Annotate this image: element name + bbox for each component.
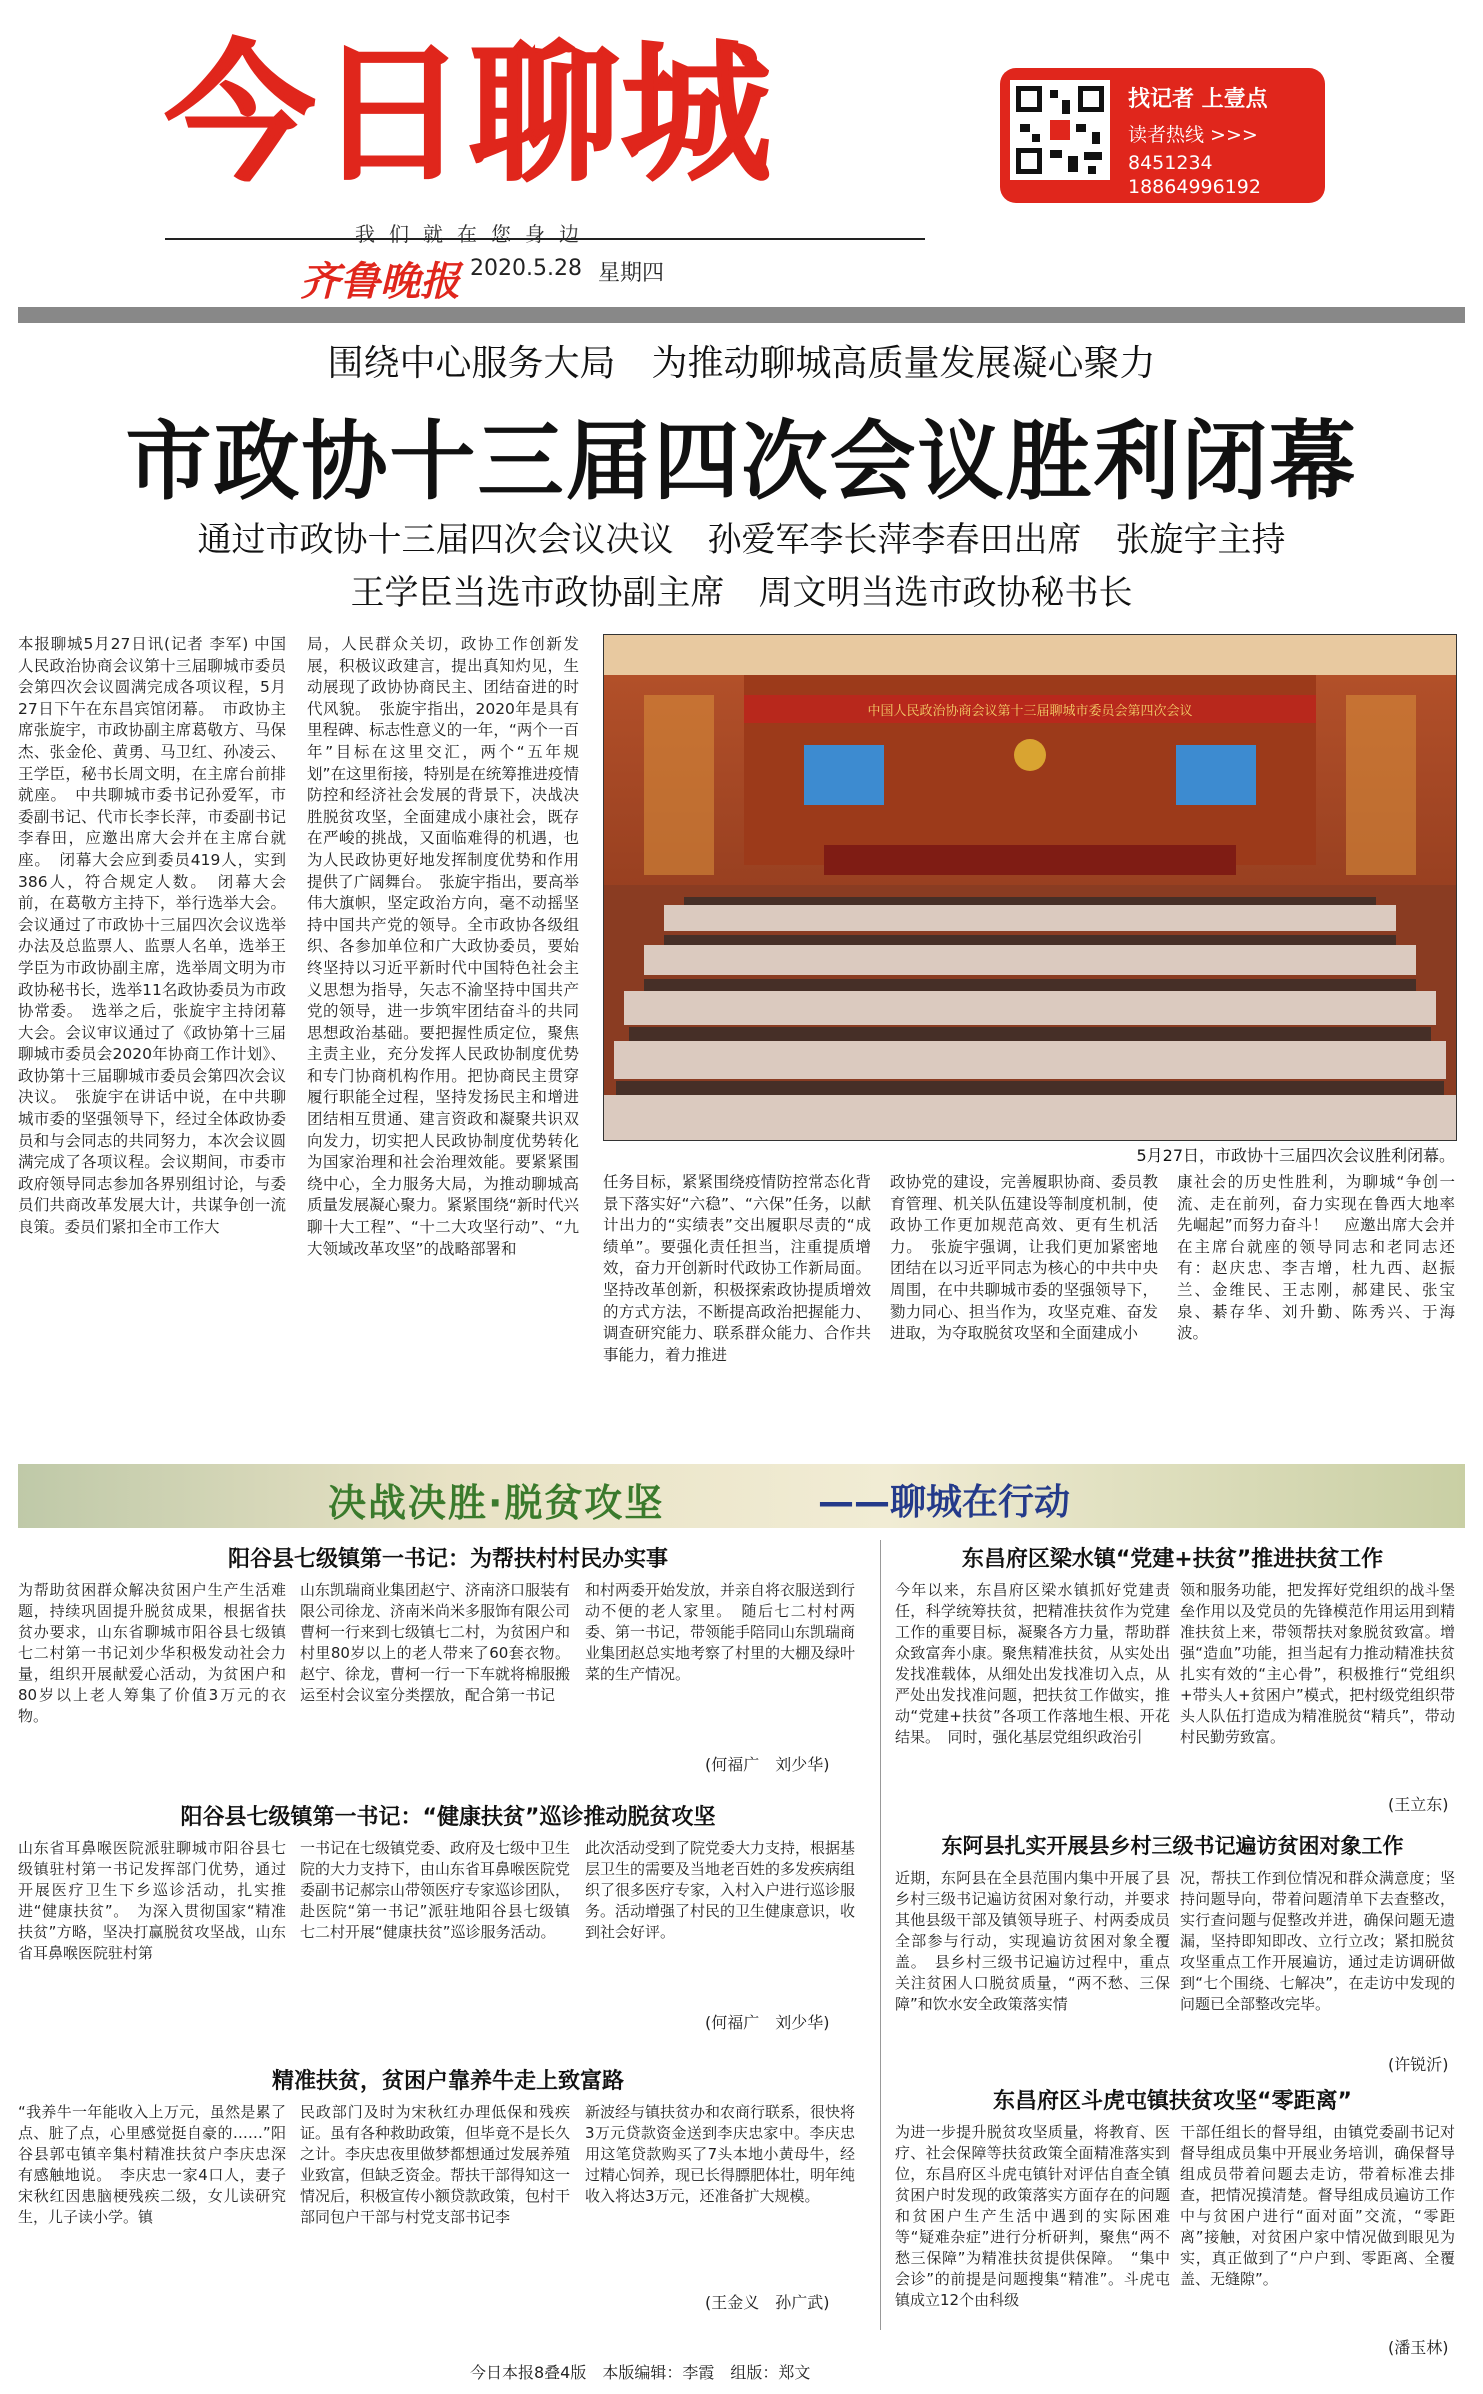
issue-date: 2020.5.28	[470, 256, 582, 281]
story-3-byline: (王金义 孙广武)	[705, 2293, 830, 2312]
masthead-logo: 今日聊城	[165, 28, 774, 202]
lead-column-2: 局，人民群众关切，政协工作创新发展，积极议政建言，提出真知灼见，生动展现了政协协商民主、团结奋进的时代风貌。 张旋宇指出，2020年是具有里程碑、标志性意义的一年，“两个一百年”目标在这里交汇，两个“五年规划”在这里衔接，特别是在统筹推进疫情防控和经济社会发展的背景下，决战决胜脱贫攻坚，全面建成小康社会，既存在严峻的挑战，又面临难得的机遇，也为人民政协更好地发挥制度优势和作用提供了广阔舞台。 张旋宇指出，要高举伟大旗帜，坚定政治方向，毫不动摇坚持中国共产党的领导。全市政协各级组织、各参加单位和广大政协委员，要始终坚持以习近平新时代中国特色社会主义思想为指导，矢志不渝坚持中国共产党的领导，进一步筑牢团结奋斗的共同思想政治基础。要把握性质定位，聚焦主责主业，充分发挥人民政协制度优势和专门协商机构作用。把协商民主贯穿履行职能全过程，坚持发扬民主和增进团结相互贯通、建言资政和凝聚共识双向发力，切实把人民政协制度优势转化为国家治理和社会治理效能。要紧紧围绕中心，全力服务大局，为推动聊城高质量发展凝心聚力。紧紧围绕“新时代兴聊十大工程”、“十二大攻坚行动”、“九大领域改革攻坚”的战略部署和	[307, 635, 579, 1258]
hotline-box	[1000, 68, 1325, 203]
conference-photo	[603, 634, 1457, 1141]
story-2-byline: (何福广 刘少华)	[705, 2013, 830, 2032]
hotline-title: 找记者 上壹点	[1128, 87, 1268, 112]
story-1-col-2: 山东凯瑞商业集团赵宁、济南济口服装有限公司徐龙、济南米尚米多服饰有限公司曹柯一行来到七级镇七二村，为贫困户和村里80岁以上的老人带来了60套衣物。赵宁、徐龙，曹柯一行一下车就将棉服搬运至村会议室分类摆放，配合第一书记	[300, 1581, 570, 1704]
story-4-title: 东昌府区梁水镇“党建+扶贫”推进扶贫工作	[961, 1547, 1384, 1572]
qr-code-icon[interactable]	[1010, 80, 1110, 180]
story-5-title: 东阿县扎实开展县乡村三级书记遍访贫困对象工作	[941, 1834, 1404, 1858]
story-2-col-1: 山东省耳鼻喉医院派驻聊城市阳谷县七级镇驻村第一书记发挥部门优势，通过开展医疗卫生下乡巡诊活动，扎实推进“健康扶贫”。 为深入贯彻国家“精准扶贫”方略，坚决打赢脱贫攻坚战，山东省耳鼻喉医院驻村第	[18, 1839, 286, 1962]
lead-column-3: 任务目标，紧紧围绕疫情防控常态化背景下落实好“六稳”、“六保”任务，以献计出力的“实绩表”交出履职尽责的“成绩单”。要强化责任担当，注重提质增效，奋力开创新时代政协工作新局面。坚持改革创新，积极探索政协提质增效的方式方法，不断提高政治把握能力、调查研究能力、联系群众能力、合作共事能力，着力推进	[603, 1173, 871, 1364]
hotline-phone-1: 8451234	[1128, 152, 1213, 174]
story-1-col-3: 和村两委开始发放，并亲自将衣服送到行动不便的老人家里。 随后七二村村两委、第一书记，带领能手陪同山东凯瑞商业集团赵总实地考察了村里的大棚及绿叶菜的生产情况。	[585, 1581, 855, 1683]
story-4-col-2: 领和服务功能，把发挥好党组织的战斗堡垒作用以及党员的先锋模范作用运用到精准扶贫上来，带领帮扶对象脱贫致富。增强“造血”功能，担当起有力推动精准扶贫扎实有效的“主心骨”，积极推行“党组织+带头人+贫困户”模式，把村级党组织带头人队伍打造成为精准脱贫“精兵”，带动村民勤劳致富。	[1180, 1581, 1455, 1746]
issue-weekday: 星期四	[598, 261, 665, 286]
story-1-byline: (何福广 刘少华)	[705, 1755, 830, 1774]
lead-column-1: 本报聊城5月27日讯(记者 李军) 中国人民政治协商会议第十三届聊城市委员会第四次会议圆满完成各项议程，5月27日下午在东昌宾馆闭幕。 市政协主席张旋宇，市政协副主席葛敬方、马保杰、张金伦、黄勇、马卫红、孙凌云、王学臣，秘书长周文明，在主席台前排就座。 中共聊城市委书记孙爱军，市委副书记、代市长李长萍，市委副书记李春田，应邀出席大会并在主席台就座。 闭幕大会应到委员419人，实到386人，符合规定人数。 闭幕大会前，在葛敬方主持下，举行选举大会。会议通过了市政协十三届四次会议选举办法及总监票人、监票人名单，选举王学臣为市政协副主席，选举周文明为市政协秘书长，选举11名政协委员为市政协常委。 选举之后，张旋宇主持闭幕大会。会议审议通过了《政协第十三届聊城市委员会2020年协商工作计划》、政协第十三届聊城市委员会第四次会议决议。 张旋宇在讲话中说，在中共聊城市委的坚强领导下，经过全体政协委员和与会同志的共同努力，本次会议圆满完成了各项议程。会议期间，市委市政府领导同志参加各界别组讨论，与委员们共商改革发展大计，共谋争创一流良策。委员们紧扣全市工作大	[18, 635, 286, 1237]
hotline-label: 读者热线 >>>	[1128, 124, 1258, 146]
story-2-col-2: 一书记在七级镇党委、政府及七级中卫生院的大力支持下，由山东省耳鼻喉医院党委副书记郝宗山带领医疗专家巡诊团队，赴医院“第一书记”派驻地阳谷县七级镇七二村开展“健康扶贫”巡诊服务活动。	[300, 1839, 570, 1941]
story-4-col-1: 今年以来，东昌府区梁水镇抓好党建责任，科学统筹扶贫，把精准扶贫作为党建工作的重要目标，凝聚各方力量，帮助群众致富奔小康。聚焦精准扶贫，从实处出发找准载体，从细处出发找准切入点，从严处出发找准问题，把扶贫工作做实，推动“党建+扶贫”各项工作落地生根、开花结果。 同时，强化基层党组织政治引	[895, 1581, 1170, 1746]
conference-hall-image	[604, 635, 1456, 1140]
masthead-rule	[165, 238, 925, 240]
lead-headline: 市政协十三届四次会议胜利闭幕	[125, 412, 1358, 512]
masthead-band	[18, 307, 1465, 323]
story-1-title: 阳谷县七级镇第一书记：为帮扶村村民办实事	[227, 1547, 668, 1572]
lead-subhead-1: 通过市政协十三届四次会议决议 孙爱军李长萍李春田出席 张旋宇主持	[197, 520, 1286, 560]
lead-column-5: 康社会的历史性胜利，为聊城“争创一流、走在前列，奋力实现在鲁西大地率先崛起”而努力奋斗！ 应邀出席大会并在主席台就座的领导同志和老同志还有：赵庆忠、李吉增，杜九西、赵振兰、金维民、王志刚，郝建民、张宝泉、綦存华、刘升勤、陈秀兴、于海波。	[1177, 1173, 1455, 1343]
stage-banner-text: 中国人民政治协商会议第十三届聊城市委员会第四次会议	[867, 704, 1193, 719]
story-5-byline: (许锐沂)	[1388, 2055, 1449, 2074]
story-4-byline: (王立东)	[1388, 1795, 1449, 1814]
column-divider	[880, 1540, 881, 2330]
lead-column-4: 政协党的建设，完善履职协商、委员教育管理、机关队伍建设等制度机制，使政协工作更加规范高效、更有生机活力。 张旋宇强调，让我们更加紧密地团结在以习近平同志为核心的中共中央周围，在中共聊城市委的坚强领导下，勠力同心、担当作为，攻坚克难、奋发进取，为夺取脱贫攻坚和全面建成小	[890, 1173, 1158, 1343]
hotline-phone-2: 18864996192	[1128, 176, 1261, 198]
story-6-col-2: 干部任组长的督导组，由镇党委副书记对督导组成员集中开展业务培训，确保督导组成员带着问题去走访，带着标准去排查，把情况摸清楚。督导组成员遍访工作中与贫困户进行“面对面”交流，“零距离”接触，对贫困户家中情况做到眼见为实，真正做到了“户户到、零距离、全覆盖、无缝隙”。	[1180, 2123, 1455, 2288]
photo-caption: 5月27日，市政协十三届四次会议胜利闭幕。	[1136, 1146, 1455, 1165]
story-3-title: 精准扶贫，贫困户靠养牛走上致富路	[271, 2069, 624, 2094]
story-6-byline: (潘玉林)	[1388, 2338, 1449, 2357]
page-footer: 今日本报8叠4版 本版编辑：李霞 组版：郑文	[470, 2363, 811, 2382]
story-5-col-2: 况，帮扶工作到位情况和群众满意度；坚持问题导向，带着问题清单下去查整改，实行查问题与促整改并进，确保问题无遗漏，坚持即知即改、立行立改；紧扣脱贫攻坚重点工作开展遍访，通过走访调研做到“七个围绕、七解决”，在走访中发现的问题已全部整改完毕。	[1180, 1869, 1455, 2013]
paper-name: 齐鲁晚报	[300, 258, 460, 305]
story-5-col-1: 近期，东阿县在全县范围内集中开展了县乡村三级书记遍访贫困对象行动，并要求其他县级干部及镇领导班子、村两委成员全部参与行动，实现遍访贫困对象全覆盖。 县乡村三级书记遍访过程中，重点关注贫困人口脱贫质量，“两不愁、三保障”和饮水安全政策落实情	[895, 1869, 1170, 2013]
lead-kicker: 围绕中心服务大局 为推动聊城高质量发展凝心聚力	[327, 343, 1156, 384]
story-6-col-1: 为进一步提升脱贫攻坚质量，将教育、医疗、社会保障等扶贫政策全面精准落实到位，东昌府区斗虎屯镇针对评估自查全镇贫困户时发现的政策落实方面存在的问题和贫困户生产生活中遇到的实际困难等“疑难杂症”进行分析研判，聚焦“两不愁三保障”为精准扶贫提供保障。 “集中会诊”的前提是问题搜集“精准”。斗虎屯镇成立12个由科级	[895, 2123, 1170, 2309]
masthead-slogan: 我们就在您身边	[355, 222, 593, 246]
story-3-col-3: 新波经与镇扶贫办和农商行联系，很快将3万元贷款资金送到李庆忠家中。李庆忠用这笔贷款购买了7头本地小黄母牛，经过精心饲养，现已长得膘肥体壮，明年纯收入将达3万元，还准备扩大规模。	[585, 2103, 855, 2205]
story-1-col-1: 为帮助贫困群众解决贫困户生产生活难题，持续巩固提升脱贫成果，根据省扶贫办要求，山东省聊城市阳谷县七级镇七二村第一书记刘少华积极发动社会力量，组织开展献爱心活动，为贫困户和80岁以上老人筹集了价值3万元的衣物。	[18, 1581, 286, 1725]
banner-right-text: ——聊城在行动	[818, 1482, 1071, 1523]
poverty-banner	[18, 1464, 1465, 1528]
lead-subhead-2: 王学臣当选市政协副主席 周文明当选市政协秘书长	[350, 573, 1133, 613]
story-3-col-2: 民政部门及时为宋秋红办理低保和残疾证。虽有各种救助政策，但毕竟不是长久之计。李庆忠夜里做梦都想通过发展养殖业致富，但缺乏资金。帮扶干部得知这一情况后，积极宣传小额贷款政策，包村干部同包户干部与村党支部书记李	[300, 2103, 570, 2226]
story-3-col-1: “我养牛一年能收入上万元，虽然是累了点、脏了点，心里感觉挺自豪的……”阳谷县郭屯镇辛集村精准扶贫户李庆忠深有感触地说。 李庆忠一家4口人，妻子宋秋红因患脑梗残疾二级，女儿读研究生，儿子读小学。镇	[18, 2103, 286, 2226]
banner-left-text: 决战决胜·脱贫攻坚	[328, 1481, 665, 1525]
story-2-col-3: 此次活动受到了院党委大力支持，根据基层卫生的需要及当地老百姓的多发疾病组织了很多医疗专家，入村入户进行巡诊服务。活动增强了村民的卫生健康意识，收到社会好评。	[585, 1839, 855, 1941]
story-6-title: 东昌府区斗虎屯镇扶贫攻坚“零距离”	[993, 2089, 1352, 2114]
story-2-title: 阳谷县七级镇第一书记：“健康扶贫”巡诊推动脱贫攻坚	[180, 1805, 716, 1830]
